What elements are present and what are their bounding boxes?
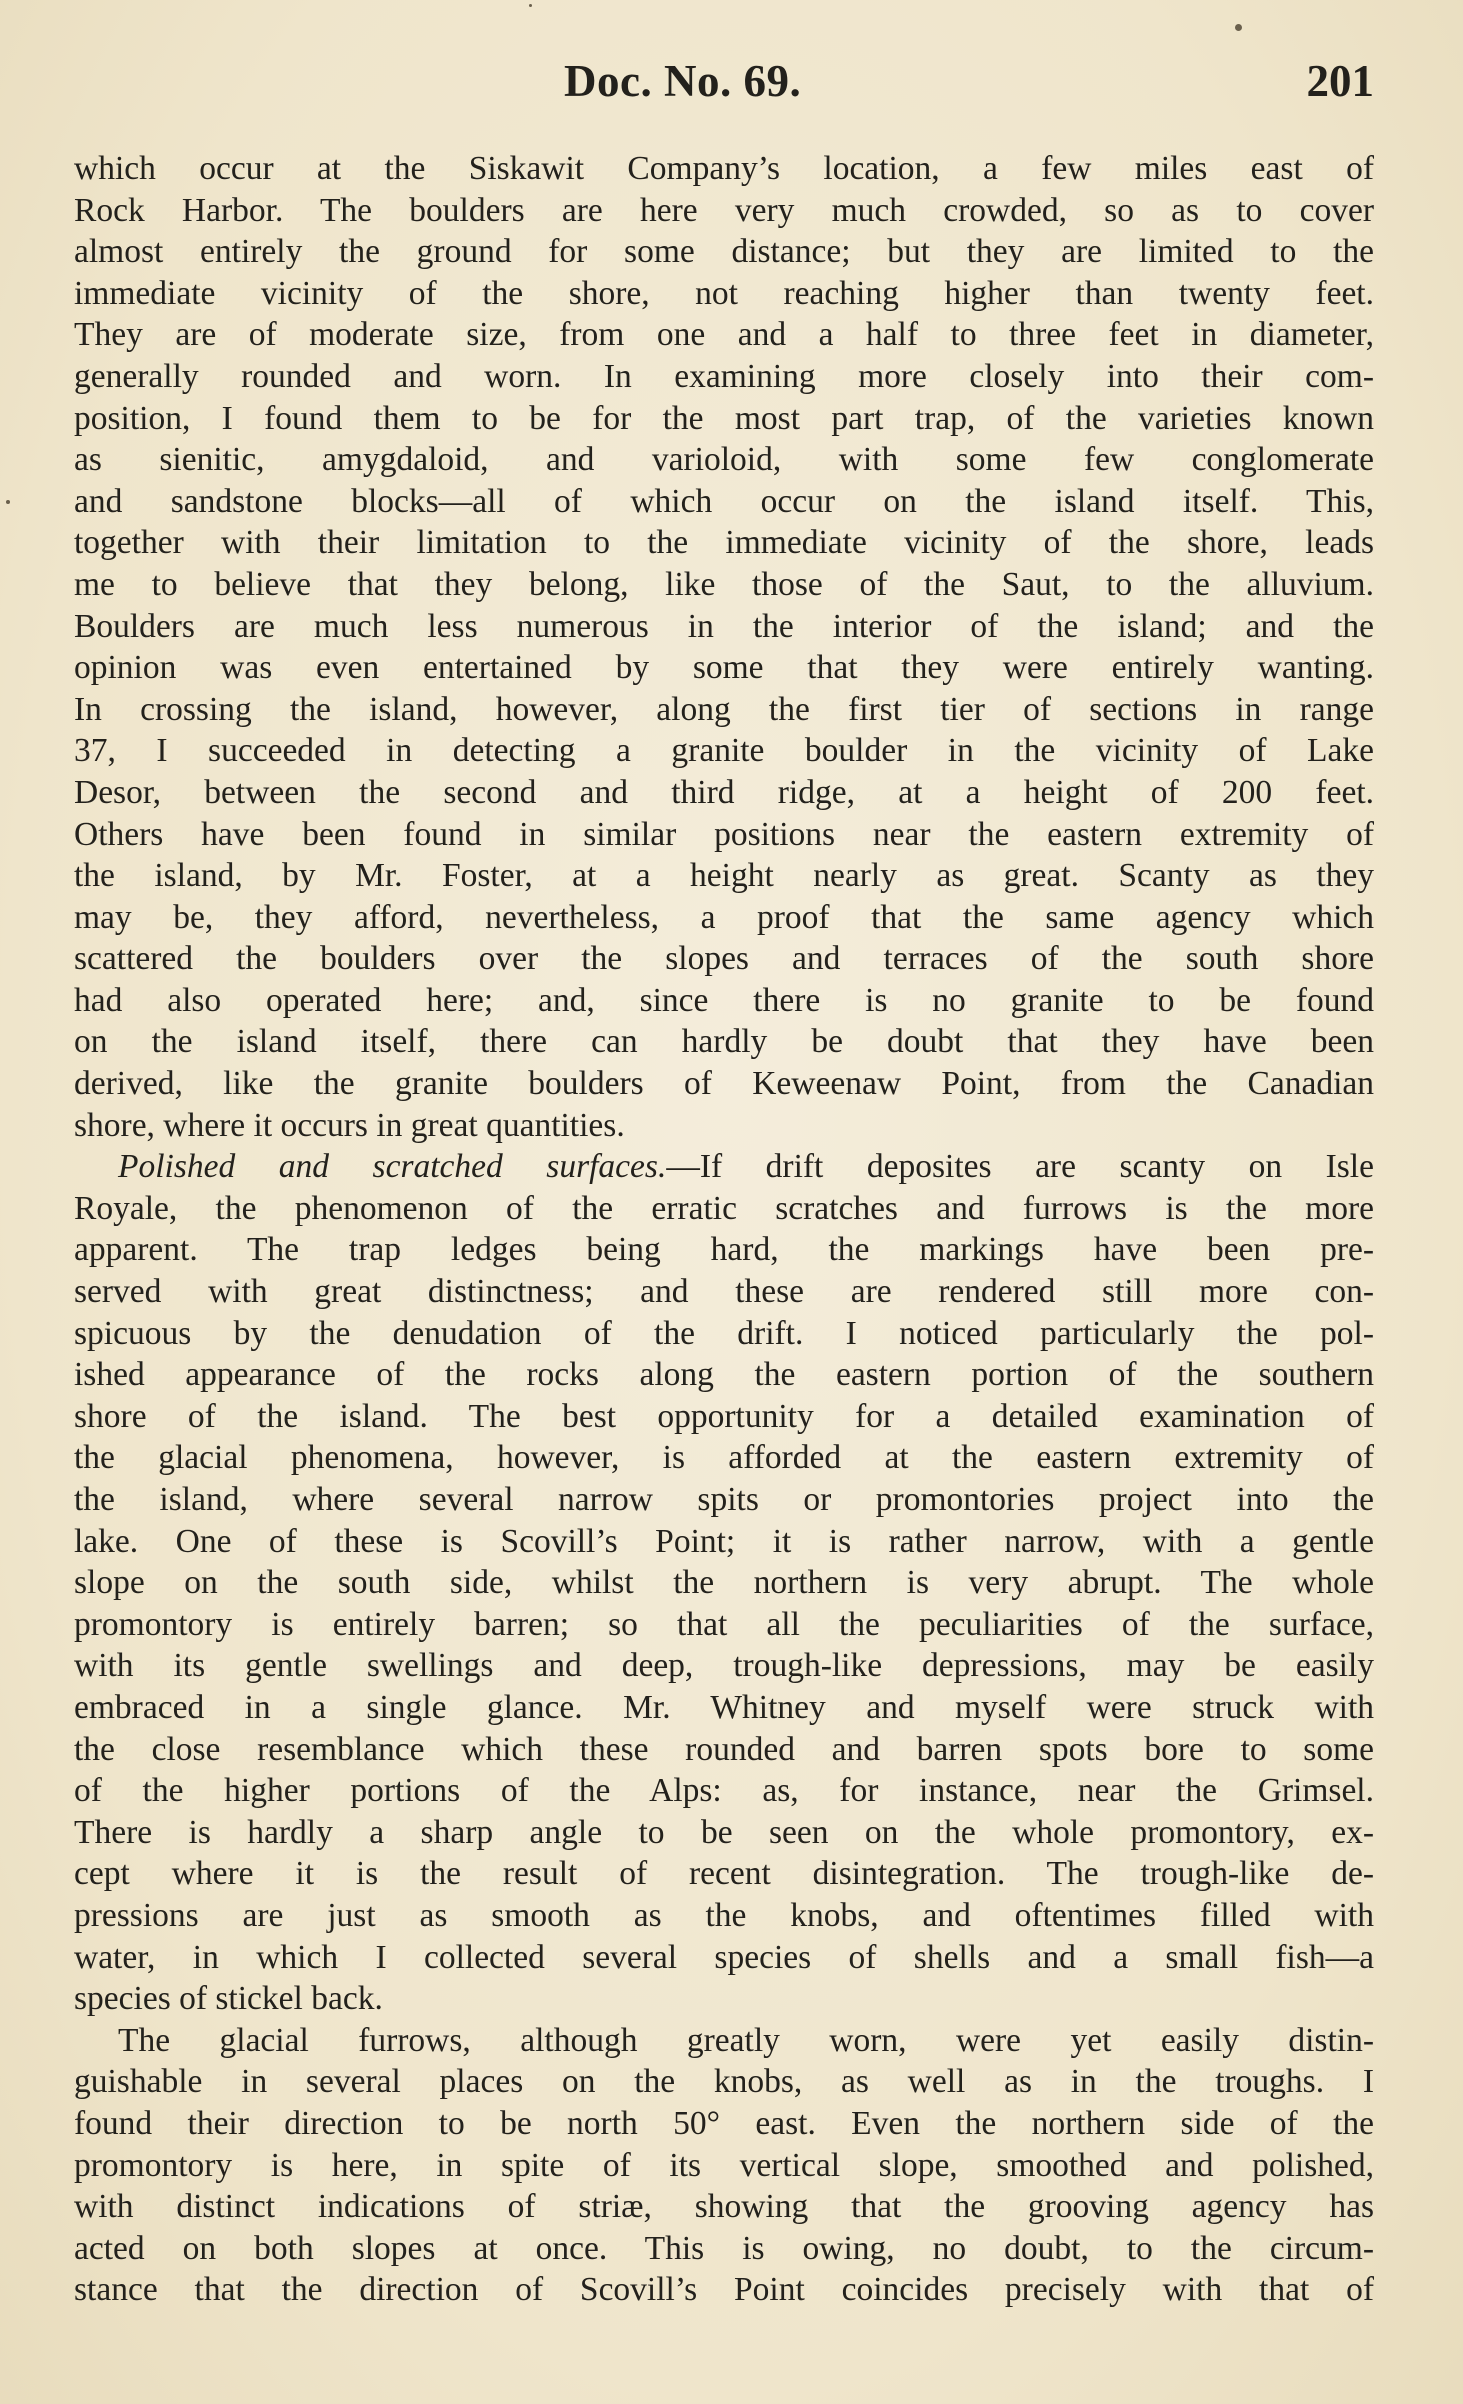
text-line: the island, where several narrow spits or promontories project into the [74,1481,1374,1518]
text-line: may be, they afford, nevertheless, a proof that the same agency which [74,898,1374,936]
text-line: and sandstone blocks—all of which occur on the island itself. This, [74,482,1374,520]
text-line: almost entirely the ground for some distance; but they are limited to the [74,233,1374,271]
text-line: opinion was even entertained by some that they were entirely wanting. [74,649,1374,687]
text-line: embraced in a single glance. Mr. Whitney and myself were struck with [74,1688,1374,1726]
text-line: served with great distinctness; and these are rendered still more con- [74,1273,1374,1311]
text-line: had also operated here; and, since there is no granite to be found [74,981,1374,1019]
text-line: scattered the boulders over the slopes and terraces of the south shore [74,940,1374,978]
text-line: me to believe that they belong, like those of the Saut, to the alluvium. [74,565,1374,603]
paper-speck [6,500,10,504]
text-line: stance that the direction of Scovill’s Point coincides precisely with that of [74,2271,1374,2309]
text-line: Boulders are much less numerous in the interior of the island; and the [74,607,1374,645]
paper-speck [529,4,532,7]
text-line: acted on both slopes at once. This is owing, no doubt, to the circum- [74,2229,1374,2267]
text-line: as sienitic, amygdaloid, and varioloid, with some few conglomerate [74,441,1374,479]
text-line: cept where it is the result of recent disintegration. The trough-like de- [74,1855,1374,1893]
section-heading: Polished and scratched surfaces. [118,1148,667,1186]
page-number: 201 [1306,56,1374,106]
text-line: the island, by Mr. Foster, at a height nearly as great. Scanty as they [74,857,1374,895]
text-line: water, in which I collected several species of shells and a small fish—a [74,1938,1374,1976]
text-line: Rock Harbor. The boulders are here very much crowded, so as to cover [74,191,1374,229]
paragraph-end-line: species of stickel back. [74,1980,383,2018]
text-line: with distinct indications of striæ, showing that the grooving agency has [74,2188,1374,2226]
text-line: guishable in several places on the knobs, as well as in the troughs. I [74,2063,1374,2101]
paper-speck [1235,24,1242,31]
text-line: the glacial phenomena, however, is afforded at the eastern extremity of [74,1439,1374,1477]
text-line: Others have been found in similar positions near the eastern extremity of [74,815,1374,853]
paragraph-start-line: The glacial furrows, although greatly worn, were yet easily distin- [118,2021,1374,2059]
text-line: with its gentle swellings and deep, trough-like depressions, may be easily [74,1647,1374,1685]
text-line: promontory is entirely barren; so that all the peculiarities of the surface, [74,1605,1374,1643]
body-text [74,148,1374,2311]
text-line: generally rounded and worn. In examining more closely into their com- [74,357,1374,395]
text-line: In crossing the island, however, along the first tier of sections in range [74,690,1374,728]
text-line: immediate vicinity of the shore, not reaching higher than twenty feet. [74,274,1374,312]
text-line: the close resemblance which these rounded and barren spots bore to some [74,1730,1374,1768]
section-heading-line [74,1146,1374,1188]
text-line: of the higher portions of the Alps: as, for instance, near the Grimsel. [74,1772,1374,1810]
text-line: on the island itself, there can hardly be doubt that they have been [74,1023,1374,1061]
text-line: ished appearance of the rocks along the eastern portion of the southern [74,1356,1374,1394]
text-line: together with their limitation to the immediate vicinity of the shore, leads [74,524,1374,562]
text-line: slope on the south side, whilst the northern is very abrupt. The whole [74,1564,1374,1602]
text-line: derived, like the granite boulders of Keweenaw Point, from the Canadian [74,1065,1374,1103]
text-line: There is hardly a sharp angle to be seen on the whole promontory, ex- [74,1813,1374,1851]
text-line: They are of moderate size, from one and a half to three feet in diameter, [74,316,1374,354]
text-line: position, I found them to be for the most part trap, of the varieties known [74,399,1374,437]
text-line: apparent. The trap ledges being hard, the markings have been pre- [74,1231,1374,1269]
text-line: pressions are just as smooth as the knobs, and oftentimes filled with [74,1896,1374,1934]
page-header [74,55,1374,115]
text-line: promontory is here, in spite of its vertical slope, smoothed and polished, [74,2146,1374,2184]
text-line: lake. One of these is Scovill’s Point; it is rather narrow, with a gentle [74,1522,1374,1560]
text-line: spicuous by the denudation of the drift. I noticed particularly the pol- [74,1314,1374,1352]
text-line: 37, I succeeded in detecting a granite boulder in the vicinity of Lake [74,732,1374,770]
text-line: found their direction to be north 50° east. Even the northern side of the [74,2104,1374,2142]
section-heading-continuation: —If drift deposites are scanty on Isle [666,1148,1374,1186]
text-line: Desor, between the second and third ridge, at a height of 200 feet. [74,773,1374,811]
document-number: Doc. No. 69. [564,56,802,106]
text-line: Royale, the phenomenon of the erratic scratches and furrows is the more [74,1189,1374,1227]
paragraph-end-line: shore, where it occurs in great quantities. [74,1106,625,1144]
text-line: which occur at the Siskawit Company’s location, a few miles east of [74,150,1374,187]
text-line: shore of the island. The best opportunity for a detailed examination of [74,1397,1374,1435]
